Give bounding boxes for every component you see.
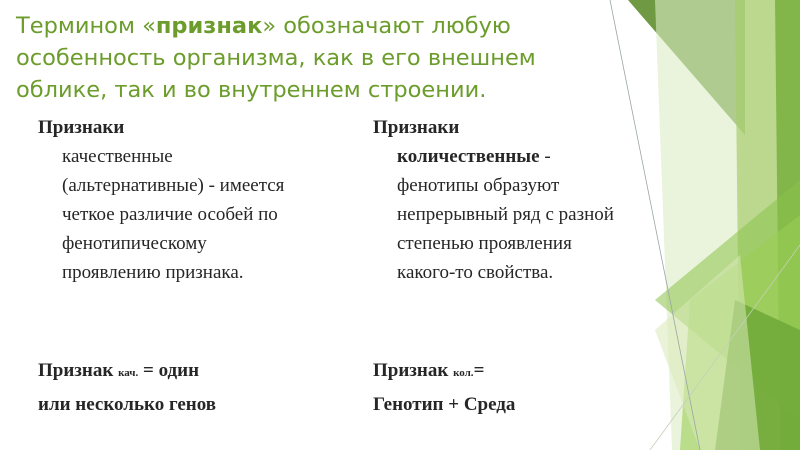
quantitative-column [373, 113, 633, 287]
qualitative-formula-line1 [38, 355, 318, 389]
quantitative-description [373, 142, 633, 287]
qualitative-heading: Признаки [38, 117, 125, 138]
quantitative-formula-word: Признак [373, 360, 449, 381]
qualitative-formula-line2: или несколько генов [38, 394, 216, 415]
qualitative-term: качественные [62, 146, 173, 167]
slide-title [16, 10, 606, 106]
qualitative-description [38, 142, 298, 287]
title-suffix: » обозначают любую особенность организма, как в его внешнем облике, так и во внутреннем строении. [16, 13, 536, 103]
quantitative-formula-sub: кол. [453, 367, 474, 379]
quantitative-formula-line1 [373, 355, 653, 389]
qualitative-formula-tail: = один [138, 360, 200, 381]
qualitative-formula [38, 355, 318, 421]
qualitative-formula-word: Признак [38, 360, 114, 381]
quantitative-desc-text: - фенотипы образуют непрерывный ряд с разной степенью проявления какого-то свойства. [397, 146, 614, 283]
quantitative-heading: Признаки [373, 117, 460, 138]
qualitative-column [38, 113, 298, 287]
quantitative-formula-tail: = [473, 360, 485, 381]
title-prefix: Термином « [16, 13, 156, 39]
qualitative-desc-text: (альтернативные) - имеется четкое различие особей по фенотипическому проявлению признака. [62, 175, 285, 283]
quantitative-formula-line2: Генотип + Среда [373, 394, 516, 415]
quantitative-formula [373, 355, 653, 421]
quantitative-term: количественные [397, 146, 540, 167]
qualitative-formula-sub: кач. [118, 367, 139, 379]
title-keyword: признак [155, 13, 263, 39]
